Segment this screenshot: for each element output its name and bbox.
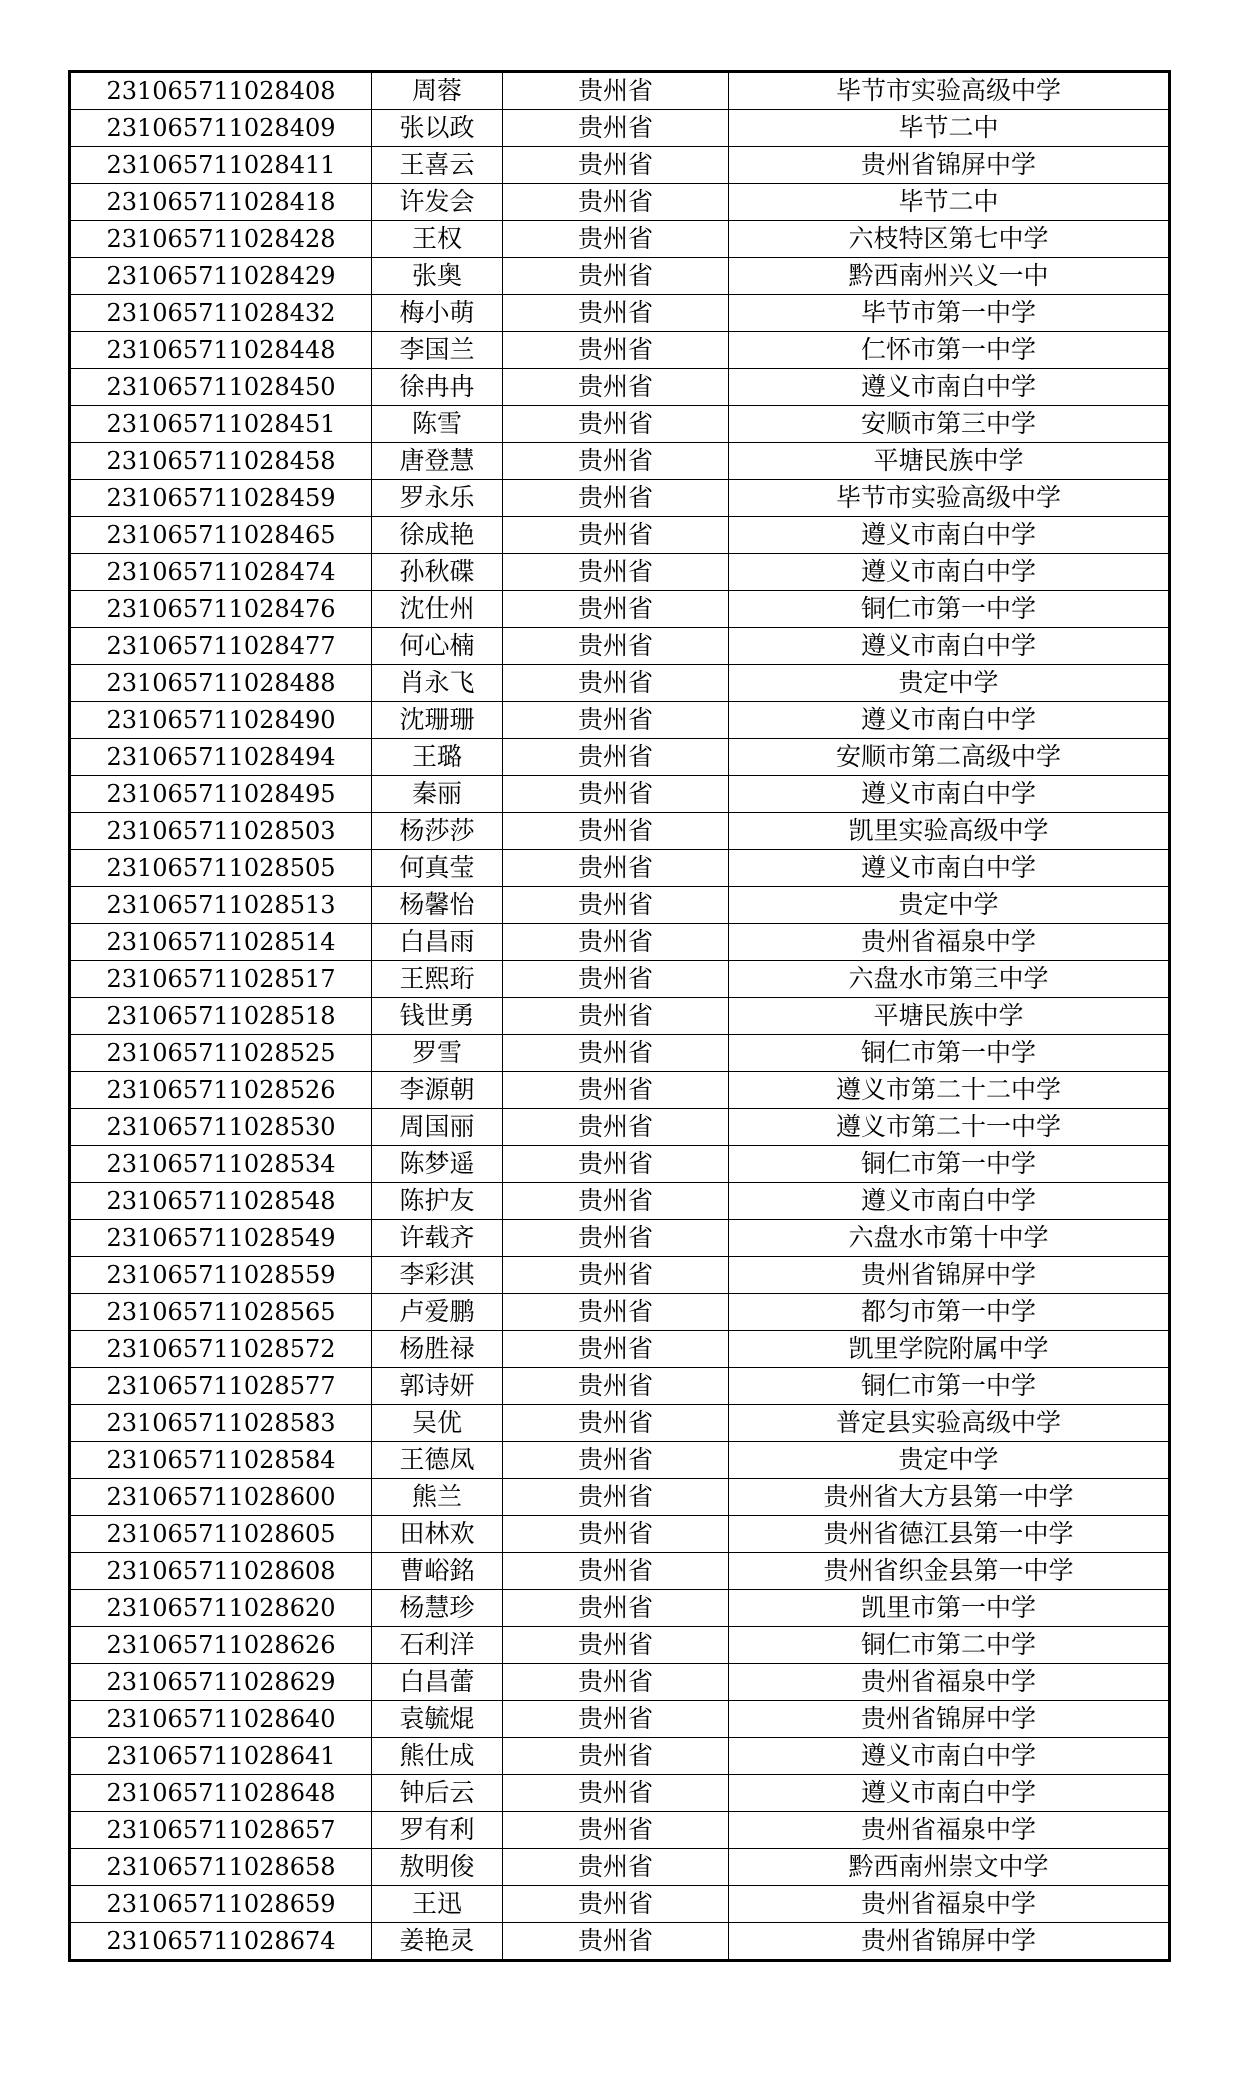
school-cell: 贵州省锦屏中学 xyxy=(729,1257,1170,1294)
school-cell: 贵定中学 xyxy=(729,665,1170,702)
province-cell: 贵州省 xyxy=(503,665,729,702)
student-name-cell: 杨胜禄 xyxy=(372,1331,503,1368)
province-cell: 贵州省 xyxy=(503,1072,729,1109)
student-name-cell: 陈雪 xyxy=(372,406,503,443)
student-id-cell: 231065711028458 xyxy=(70,443,372,480)
school-cell: 贵州省锦屏中学 xyxy=(729,147,1170,184)
table-row xyxy=(70,887,1170,924)
school-cell: 毕节二中 xyxy=(729,184,1170,221)
student-name-cell: 杨馨怡 xyxy=(372,887,503,924)
table-row xyxy=(70,1035,1170,1072)
school-cell: 遵义市南白中学 xyxy=(729,1183,1170,1220)
student-name-cell: 卢爱鹏 xyxy=(372,1294,503,1331)
table-row xyxy=(70,1183,1170,1220)
province-cell: 贵州省 xyxy=(503,776,729,813)
student-id-cell: 231065711028494 xyxy=(70,739,372,776)
table-row xyxy=(70,1923,1170,1961)
student-name-cell: 曹峪銘 xyxy=(372,1553,503,1590)
student-id-cell: 231065711028525 xyxy=(70,1035,372,1072)
student-name-cell: 袁毓焜 xyxy=(372,1701,503,1738)
school-cell: 遵义市第二十一中学 xyxy=(729,1109,1170,1146)
table-row xyxy=(70,1849,1170,1886)
student-id-cell: 231065711028640 xyxy=(70,1701,372,1738)
province-cell: 贵州省 xyxy=(503,1886,729,1923)
student-name-cell: 王喜云 xyxy=(372,147,503,184)
student-name-cell: 周蓉 xyxy=(372,72,503,110)
student-id-cell: 231065711028459 xyxy=(70,480,372,517)
school-cell: 都匀市第一中学 xyxy=(729,1294,1170,1331)
table-row xyxy=(70,776,1170,813)
student-id-cell: 231065711028411 xyxy=(70,147,372,184)
student-id-cell: 231065711028641 xyxy=(70,1738,372,1775)
school-cell: 贵定中学 xyxy=(729,887,1170,924)
student-name-cell: 王德凤 xyxy=(372,1442,503,1479)
province-cell: 贵州省 xyxy=(503,1183,729,1220)
student-id-cell: 231065711028572 xyxy=(70,1331,372,1368)
table-row xyxy=(70,591,1170,628)
student-name-cell: 许载齐 xyxy=(372,1220,503,1257)
student-id-cell: 231065711028450 xyxy=(70,369,372,406)
student-name-cell: 肖永飞 xyxy=(372,665,503,702)
table-row xyxy=(70,184,1170,221)
school-cell: 贵州省锦屏中学 xyxy=(729,1923,1170,1961)
school-cell: 毕节市第一中学 xyxy=(729,295,1170,332)
student-id-cell: 231065711028548 xyxy=(70,1183,372,1220)
student-name-cell: 王权 xyxy=(372,221,503,258)
province-cell: 贵州省 xyxy=(503,813,729,850)
student-id-cell: 231065711028526 xyxy=(70,1072,372,1109)
table-row xyxy=(70,1146,1170,1183)
table-row xyxy=(70,443,1170,480)
province-cell: 贵州省 xyxy=(503,702,729,739)
student-id-cell: 231065711028474 xyxy=(70,554,372,591)
school-cell: 遵义市南白中学 xyxy=(729,850,1170,887)
school-cell: 六盘水市第三中学 xyxy=(729,961,1170,998)
student-name-cell: 罗有利 xyxy=(372,1812,503,1849)
student-id-cell: 231065711028495 xyxy=(70,776,372,813)
student-id-cell: 231065711028477 xyxy=(70,628,372,665)
student-name-cell: 白昌雨 xyxy=(372,924,503,961)
student-id-cell: 231065711028584 xyxy=(70,1442,372,1479)
school-cell: 黔西南州崇文中学 xyxy=(729,1849,1170,1886)
student-name-cell: 张以政 xyxy=(372,110,503,147)
province-cell: 贵州省 xyxy=(503,258,729,295)
province-cell: 贵州省 xyxy=(503,1368,729,1405)
table-row xyxy=(70,1738,1170,1775)
roster-body xyxy=(70,72,1170,1961)
student-name-cell: 郭诗妍 xyxy=(372,1368,503,1405)
province-cell: 贵州省 xyxy=(503,739,729,776)
student-name-cell: 秦丽 xyxy=(372,776,503,813)
school-cell: 遵义市南白中学 xyxy=(729,554,1170,591)
student-id-cell: 231065711028549 xyxy=(70,1220,372,1257)
province-cell: 贵州省 xyxy=(503,406,729,443)
school-cell: 遵义市南白中学 xyxy=(729,1775,1170,1812)
student-name-cell: 张奥 xyxy=(372,258,503,295)
table-row xyxy=(70,221,1170,258)
student-name-cell: 李彩淇 xyxy=(372,1257,503,1294)
roster-table xyxy=(68,70,1171,1962)
table-row xyxy=(70,702,1170,739)
table-row xyxy=(70,1442,1170,1479)
student-name-cell: 钟后云 xyxy=(372,1775,503,1812)
student-id-cell: 231065711028409 xyxy=(70,110,372,147)
school-cell: 遵义市第二十二中学 xyxy=(729,1072,1170,1109)
table-row xyxy=(70,1257,1170,1294)
student-id-cell: 231065711028490 xyxy=(70,702,372,739)
school-cell: 普定县实验高级中学 xyxy=(729,1405,1170,1442)
table-row xyxy=(70,1294,1170,1331)
student-name-cell: 王迅 xyxy=(372,1886,503,1923)
province-cell: 贵州省 xyxy=(503,1738,729,1775)
school-cell: 六盘水市第十中学 xyxy=(729,1220,1170,1257)
table-row xyxy=(70,924,1170,961)
province-cell: 贵州省 xyxy=(503,221,729,258)
province-cell: 贵州省 xyxy=(503,184,729,221)
table-row xyxy=(70,739,1170,776)
student-name-cell: 敖明俊 xyxy=(372,1849,503,1886)
student-name-cell: 石利洋 xyxy=(372,1627,503,1664)
student-name-cell: 何真莹 xyxy=(372,850,503,887)
province-cell: 贵州省 xyxy=(503,369,729,406)
province-cell: 贵州省 xyxy=(503,332,729,369)
school-cell: 铜仁市第一中学 xyxy=(729,1146,1170,1183)
student-id-cell: 231065711028505 xyxy=(70,850,372,887)
school-cell: 毕节二中 xyxy=(729,110,1170,147)
student-name-cell: 熊兰 xyxy=(372,1479,503,1516)
school-cell: 遵义市南白中学 xyxy=(729,369,1170,406)
table-row xyxy=(70,1775,1170,1812)
student-name-cell: 钱世勇 xyxy=(372,998,503,1035)
school-cell: 毕节市实验高级中学 xyxy=(729,72,1170,110)
province-cell: 贵州省 xyxy=(503,517,729,554)
student-name-cell: 姜艳灵 xyxy=(372,1923,503,1961)
school-cell: 铜仁市第二中学 xyxy=(729,1627,1170,1664)
student-id-cell: 231065711028534 xyxy=(70,1146,372,1183)
province-cell: 贵州省 xyxy=(503,961,729,998)
school-cell: 贵州省锦屏中学 xyxy=(729,1701,1170,1738)
province-cell: 贵州省 xyxy=(503,1664,729,1701)
table-row xyxy=(70,1664,1170,1701)
student-name-cell: 罗永乐 xyxy=(372,480,503,517)
table-row xyxy=(70,1072,1170,1109)
student-name-cell: 陈梦遥 xyxy=(372,1146,503,1183)
table-row xyxy=(70,1812,1170,1849)
table-row xyxy=(70,850,1170,887)
province-cell: 贵州省 xyxy=(503,147,729,184)
school-cell: 六枝特区第七中学 xyxy=(729,221,1170,258)
student-name-cell: 孙秋碟 xyxy=(372,554,503,591)
school-cell: 遵义市南白中学 xyxy=(729,1738,1170,1775)
province-cell: 贵州省 xyxy=(503,110,729,147)
table-row xyxy=(70,998,1170,1035)
student-id-cell: 231065711028600 xyxy=(70,1479,372,1516)
table-row xyxy=(70,147,1170,184)
school-cell: 毕节市实验高级中学 xyxy=(729,480,1170,517)
student-id-cell: 231065711028408 xyxy=(70,72,372,110)
school-cell: 平塘民族中学 xyxy=(729,443,1170,480)
student-name-cell: 陈护友 xyxy=(372,1183,503,1220)
school-cell: 贵州省织金县第一中学 xyxy=(729,1553,1170,1590)
student-name-cell: 白昌蕾 xyxy=(372,1664,503,1701)
student-id-cell: 231065711028583 xyxy=(70,1405,372,1442)
table-row xyxy=(70,1331,1170,1368)
school-cell: 铜仁市第一中学 xyxy=(729,1035,1170,1072)
table-row xyxy=(70,258,1170,295)
student-name-cell: 王璐 xyxy=(372,739,503,776)
province-cell: 贵州省 xyxy=(503,1775,729,1812)
table-row xyxy=(70,961,1170,998)
table-row xyxy=(70,1405,1170,1442)
school-cell: 贵州省大方县第一中学 xyxy=(729,1479,1170,1516)
student-id-cell: 231065711028577 xyxy=(70,1368,372,1405)
table-row xyxy=(70,110,1170,147)
table-row xyxy=(70,369,1170,406)
student-name-cell: 唐登慧 xyxy=(372,443,503,480)
province-cell: 贵州省 xyxy=(503,887,729,924)
table-row xyxy=(70,332,1170,369)
student-name-cell: 杨慧珍 xyxy=(372,1590,503,1627)
table-row xyxy=(70,628,1170,665)
table-row xyxy=(70,1516,1170,1553)
school-cell: 贵州省福泉中学 xyxy=(729,1664,1170,1701)
province-cell: 贵州省 xyxy=(503,443,729,480)
table-row xyxy=(70,665,1170,702)
table-row xyxy=(70,813,1170,850)
province-cell: 贵州省 xyxy=(503,924,729,961)
student-id-cell: 231065711028518 xyxy=(70,998,372,1035)
table-row xyxy=(70,1220,1170,1257)
student-name-cell: 李源朝 xyxy=(372,1072,503,1109)
student-id-cell: 231065711028513 xyxy=(70,887,372,924)
table-row xyxy=(70,1627,1170,1664)
table-row xyxy=(70,1701,1170,1738)
table-row xyxy=(70,554,1170,591)
student-name-cell: 王熙珩 xyxy=(372,961,503,998)
table-row xyxy=(70,1109,1170,1146)
student-id-cell: 231065711028428 xyxy=(70,221,372,258)
province-cell: 贵州省 xyxy=(503,480,729,517)
student-id-cell: 231065711028476 xyxy=(70,591,372,628)
province-cell: 贵州省 xyxy=(503,1923,729,1961)
student-id-cell: 231065711028629 xyxy=(70,1664,372,1701)
table-row xyxy=(70,72,1170,110)
province-cell: 贵州省 xyxy=(503,1590,729,1627)
student-id-cell: 231065711028530 xyxy=(70,1109,372,1146)
student-id-cell: 231065711028674 xyxy=(70,1923,372,1961)
student-id-cell: 231065711028418 xyxy=(70,184,372,221)
student-id-cell: 231065711028429 xyxy=(70,258,372,295)
province-cell: 贵州省 xyxy=(503,1442,729,1479)
table-row xyxy=(70,406,1170,443)
province-cell: 贵州省 xyxy=(503,554,729,591)
student-id-cell: 231065711028657 xyxy=(70,1812,372,1849)
school-cell: 遵义市南白中学 xyxy=(729,776,1170,813)
student-name-cell: 沈珊珊 xyxy=(372,702,503,739)
school-cell: 贵定中学 xyxy=(729,1442,1170,1479)
province-cell: 贵州省 xyxy=(503,1627,729,1664)
school-cell: 贵州省福泉中学 xyxy=(729,1886,1170,1923)
student-name-cell: 沈仕州 xyxy=(372,591,503,628)
student-id-cell: 231065711028488 xyxy=(70,665,372,702)
province-cell: 贵州省 xyxy=(503,1405,729,1442)
student-name-cell: 吴优 xyxy=(372,1405,503,1442)
province-cell: 贵州省 xyxy=(503,1553,729,1590)
student-name-cell: 李国兰 xyxy=(372,332,503,369)
student-name-cell: 何心楠 xyxy=(372,628,503,665)
student-id-cell: 231065711028658 xyxy=(70,1849,372,1886)
student-name-cell: 周国丽 xyxy=(372,1109,503,1146)
student-id-cell: 231065711028608 xyxy=(70,1553,372,1590)
school-cell: 凯里市第一中学 xyxy=(729,1590,1170,1627)
student-id-cell: 231065711028451 xyxy=(70,406,372,443)
school-cell: 铜仁市第一中学 xyxy=(729,591,1170,628)
student-id-cell: 231065711028465 xyxy=(70,517,372,554)
school-cell: 安顺市第二高级中学 xyxy=(729,739,1170,776)
student-id-cell: 231065711028514 xyxy=(70,924,372,961)
school-cell: 仁怀市第一中学 xyxy=(729,332,1170,369)
student-id-cell: 231065711028565 xyxy=(70,1294,372,1331)
province-cell: 贵州省 xyxy=(503,1257,729,1294)
table-row xyxy=(70,1886,1170,1923)
province-cell: 贵州省 xyxy=(503,1812,729,1849)
student-id-cell: 231065711028432 xyxy=(70,295,372,332)
province-cell: 贵州省 xyxy=(503,628,729,665)
student-name-cell: 罗雪 xyxy=(372,1035,503,1072)
province-cell: 贵州省 xyxy=(503,1849,729,1886)
table-row xyxy=(70,1368,1170,1405)
student-name-cell: 许发会 xyxy=(372,184,503,221)
province-cell: 贵州省 xyxy=(503,1294,729,1331)
school-cell: 遵义市南白中学 xyxy=(729,517,1170,554)
table-row xyxy=(70,1479,1170,1516)
province-cell: 贵州省 xyxy=(503,72,729,110)
school-cell: 黔西南州兴义一中 xyxy=(729,258,1170,295)
school-cell: 凯里学院附属中学 xyxy=(729,1331,1170,1368)
province-cell: 贵州省 xyxy=(503,1516,729,1553)
province-cell: 贵州省 xyxy=(503,591,729,628)
student-id-cell: 231065711028503 xyxy=(70,813,372,850)
student-name-cell: 熊仕成 xyxy=(372,1738,503,1775)
province-cell: 贵州省 xyxy=(503,1479,729,1516)
school-cell: 遵义市南白中学 xyxy=(729,628,1170,665)
province-cell: 贵州省 xyxy=(503,1220,729,1257)
school-cell: 铜仁市第一中学 xyxy=(729,1368,1170,1405)
student-name-cell: 田林欢 xyxy=(372,1516,503,1553)
school-cell: 贵州省福泉中学 xyxy=(729,1812,1170,1849)
province-cell: 贵州省 xyxy=(503,295,729,332)
school-cell: 安顺市第三中学 xyxy=(729,406,1170,443)
province-cell: 贵州省 xyxy=(503,1331,729,1368)
province-cell: 贵州省 xyxy=(503,1035,729,1072)
student-id-cell: 231065711028517 xyxy=(70,961,372,998)
table-row xyxy=(70,1590,1170,1627)
school-cell: 贵州省福泉中学 xyxy=(729,924,1170,961)
province-cell: 贵州省 xyxy=(503,850,729,887)
school-cell: 遵义市南白中学 xyxy=(729,702,1170,739)
student-id-cell: 231065711028605 xyxy=(70,1516,372,1553)
school-cell: 平塘民族中学 xyxy=(729,998,1170,1035)
school-cell: 贵州省德江县第一中学 xyxy=(729,1516,1170,1553)
table-row xyxy=(70,1553,1170,1590)
student-name-cell: 徐冉冉 xyxy=(372,369,503,406)
province-cell: 贵州省 xyxy=(503,1109,729,1146)
student-id-cell: 231065711028626 xyxy=(70,1627,372,1664)
table-row xyxy=(70,480,1170,517)
student-name-cell: 梅小萌 xyxy=(372,295,503,332)
table-row xyxy=(70,295,1170,332)
school-cell: 凯里实验高级中学 xyxy=(729,813,1170,850)
student-id-cell: 231065711028659 xyxy=(70,1886,372,1923)
student-id-cell: 231065711028559 xyxy=(70,1257,372,1294)
student-name-cell: 徐成艳 xyxy=(372,517,503,554)
province-cell: 贵州省 xyxy=(503,1146,729,1183)
province-cell: 贵州省 xyxy=(503,1701,729,1738)
student-id-cell: 231065711028620 xyxy=(70,1590,372,1627)
student-id-cell: 231065711028448 xyxy=(70,332,372,369)
student-id-cell: 231065711028648 xyxy=(70,1775,372,1812)
province-cell: 贵州省 xyxy=(503,998,729,1035)
student-name-cell: 杨莎莎 xyxy=(372,813,503,850)
table-row xyxy=(70,517,1170,554)
